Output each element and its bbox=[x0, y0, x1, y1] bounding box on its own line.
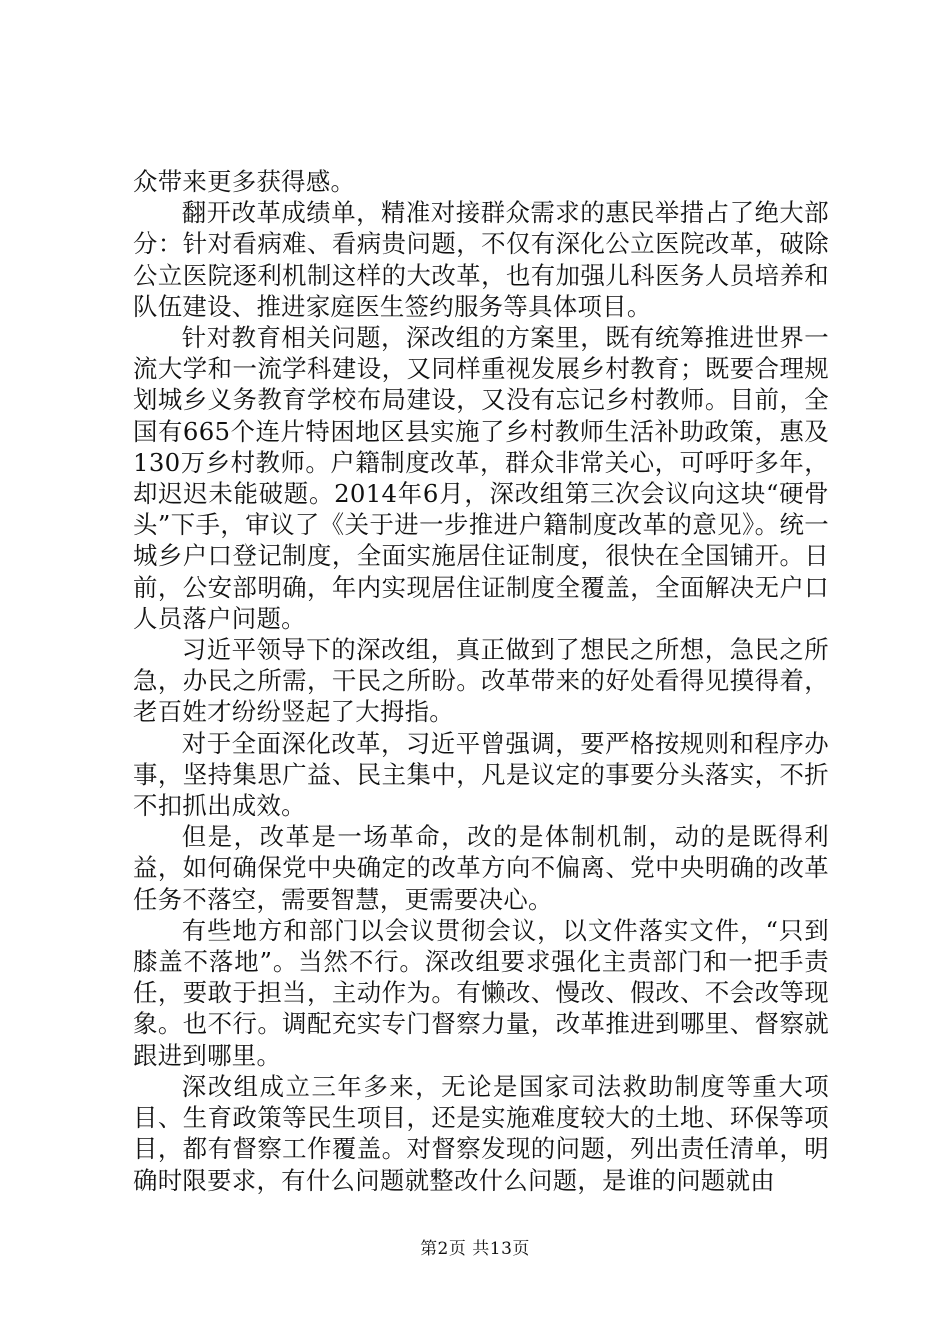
paragraph-local-departments: 有些地方和部门以会议贯彻会议，以文件落实文件，“只到膝盖不落地”。当然不行。深改组要求强化主责部门和一把手责任，要敢于担当，主动作为。有懒改、慢改、假改、不会改等现象。也不行。调配充实专门督察力量，改革推进到哪里、督察就跟进到哪里。 bbox=[133, 915, 829, 1070]
paragraph-continuation: 众带来更多获得感。 bbox=[133, 167, 356, 196]
paragraph-reform-results: 翻开改革成绩单，精准对接群众需求的惠民举措占了绝大部分：针对看病难、看病贵问题，不仅有深化公立医院改革，破除公立医院逐利机制这样的大改革，也有加强儿科医务人员培养和队伍建设、推进家庭医生签约服务等具体项目。 bbox=[133, 198, 829, 321]
paragraph-people-needs: 习近平领导下的深改组，真正做到了想民之所想，急民之所急，办民之所需，干民之所盼。改革带来的好处看得见摸得着，老百姓才纷纷竖起了大拇指。 bbox=[133, 635, 829, 727]
document-body bbox=[133, 166, 829, 1196]
paragraph-education-household: 针对教育相关问题，深改组的方案里，既有统筹推进世界一流大学和一流学科建设，又同样重视发展乡村教育；既要合理规划城乡义务教育学校布局建设，又没有忘记乡村教师。目前，全国有665个连片特困地区县实施了乡村教师生活补助政策，惠及130万乡村教师。户籍制度改革，群众非常关心，可呼吁多年，却迟迟未能破题。2014年6月，深改组第三次会议向这块“硬骨头”下手，审议了《关于进一步推进户籍制度改革的意见》。统一城乡户口登记制度，全面实施居住证制度，很快在全国铺开。日前，公安部明确，年内实现居住证制度全覆盖，全面解决无户口人员落户问题。 bbox=[133, 323, 829, 633]
paragraph-reform-revolution: 但是，改革是一场革命，改的是体制机制，动的是既得利益，如何确保党中央确定的改革方向不偏离、党中央明确的改革任务不落空，需要智慧，更需要决心。 bbox=[133, 822, 829, 914]
page-number-footer: 第2页 共13页 bbox=[420, 1239, 530, 1259]
paragraph-rules-procedure: 对于全面深化改革，习近平曾强调，要严格按规则和程序办事，坚持集思广益、民主集中，凡是议定的事要分头落实，不折不扣抓出成效。 bbox=[133, 728, 829, 821]
paragraph-supervision: 深改组成立三年多来，无论是国家司法救助制度等重大项目、生育政策等民生项目，还是实施难度较大的土地、环保等项目，都有督察工作覆盖。对督察发现的问题，列出责任清单，明确时限要求，有什么问题就整改什么问题，是谁的问题就由 bbox=[133, 1071, 829, 1195]
